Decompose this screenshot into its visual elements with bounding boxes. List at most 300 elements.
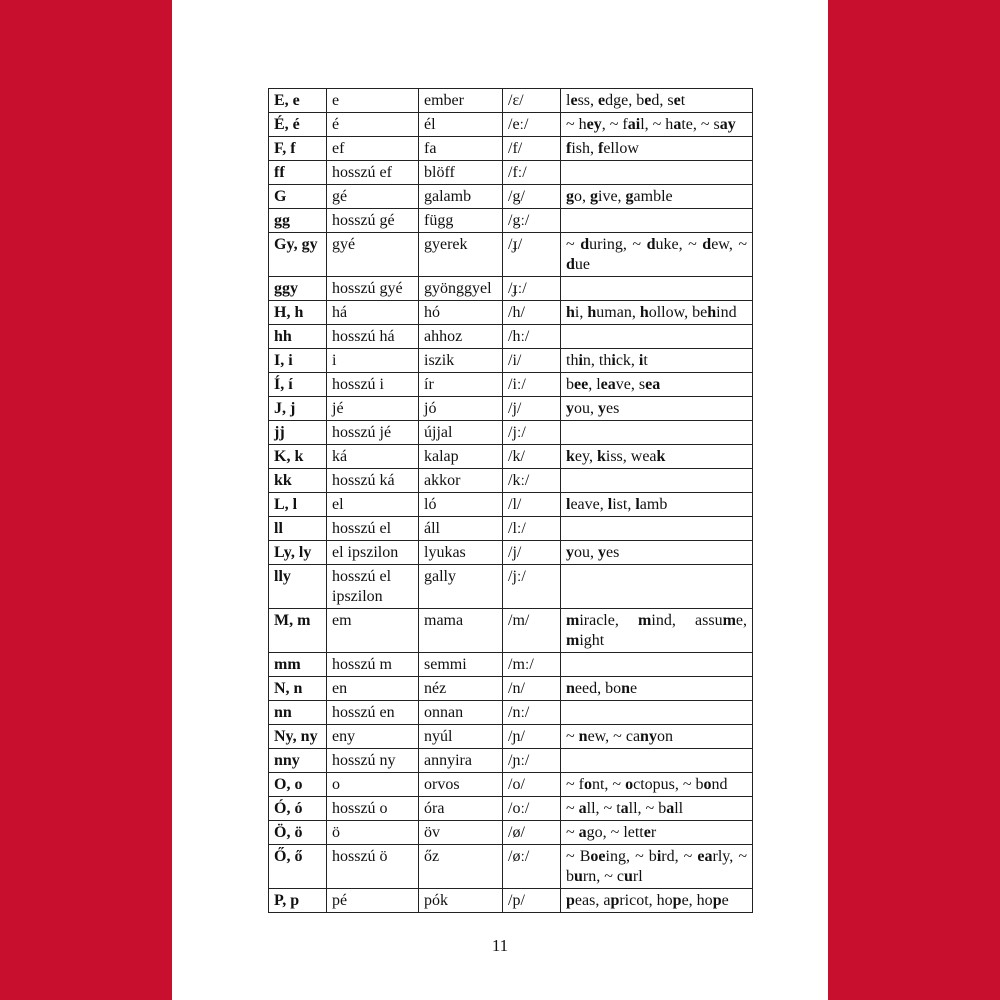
ipa-cell: /l/ (503, 493, 561, 517)
letter-cell: P, p (269, 889, 327, 913)
english-example-cell (561, 821, 753, 845)
example-text: ~ f (566, 776, 584, 793)
ipa-cell: /k/ (503, 445, 561, 469)
table-row (269, 233, 753, 277)
highlighted-sound: ea (697, 848, 713, 865)
example-text: ind, assu (651, 612, 723, 629)
highlighted-sound: g (625, 188, 634, 205)
letter-name-cell: jé (327, 397, 419, 421)
example-word-cell: gyerek (419, 233, 503, 277)
example-text: ive, (598, 188, 626, 205)
letter-cell: ggy (269, 277, 327, 301)
letter-name-cell: hosszú ny (327, 749, 419, 773)
example-word-cell: áll (419, 517, 503, 541)
example-text: ou, (574, 544, 598, 561)
book-page (172, 0, 828, 1000)
example-text: ish, (571, 140, 598, 157)
english-example-cell (561, 89, 753, 113)
highlighted-sound: a (578, 824, 587, 841)
letter-cell: K, k (269, 445, 327, 469)
ipa-cell: /ɟː/ (503, 277, 561, 301)
letter-cell: Ő, ő (269, 845, 327, 889)
ipa-cell: /o/ (503, 773, 561, 797)
table-row (269, 301, 753, 325)
letter-cell: Gy, gy (269, 233, 327, 277)
table-row (269, 889, 753, 913)
example-text: ist, (612, 496, 636, 513)
example-text: ou, (574, 400, 598, 417)
example-text: e (721, 892, 729, 909)
table-row (269, 773, 753, 797)
ipa-cell: /jː/ (503, 421, 561, 445)
example-word-cell: pók (419, 889, 503, 913)
example-text: ll, ~ b (628, 800, 667, 817)
example-word-cell: galamb (419, 185, 503, 209)
example-text: ~ (566, 236, 581, 253)
letter-cell: nny (269, 749, 327, 773)
ipa-cell: /m/ (503, 609, 561, 653)
table-row (269, 541, 753, 565)
example-text: ue (574, 256, 591, 273)
ipa-cell: /ɲː/ (503, 749, 561, 773)
letter-cell: L, l (269, 493, 327, 517)
table-row (269, 113, 753, 137)
table-row (269, 373, 753, 397)
english-example-cell (561, 889, 753, 913)
highlighted-sound: p (566, 892, 575, 909)
letter-name-cell: i (327, 349, 419, 373)
highlighted-sound: d (566, 256, 575, 273)
english-example-cell (561, 137, 753, 161)
highlighted-sound: o (703, 776, 712, 793)
highlighted-sound: m (566, 612, 580, 629)
english-example-cell (561, 113, 753, 137)
example-word-cell: akkor (419, 469, 503, 493)
example-text: go, ~ lett (586, 824, 644, 841)
example-text: rn, ~ c (582, 868, 624, 885)
example-text: e, (735, 612, 747, 629)
example-word-cell: öv (419, 821, 503, 845)
example-word-cell: orvos (419, 773, 503, 797)
highlighted-sound: f (566, 140, 572, 157)
table-row (269, 445, 753, 469)
example-text: l (566, 92, 571, 109)
letter-cell: H, h (269, 301, 327, 325)
ipa-cell: /nː/ (503, 701, 561, 725)
ipa-cell: /kː/ (503, 469, 561, 493)
english-example-cell (561, 493, 753, 517)
letter-cell: hh (269, 325, 327, 349)
english-example-cell (561, 209, 753, 233)
example-word-cell: nyúl (419, 725, 503, 749)
english-example-cell (561, 445, 753, 469)
example-text: ck, (615, 352, 639, 369)
ipa-cell: /iː/ (503, 373, 561, 397)
letter-cell: I, i (269, 349, 327, 373)
letter-cell: mm (269, 653, 327, 677)
highlighted-sound: p (712, 892, 722, 909)
page-number: 11 (491, 936, 509, 955)
ipa-cell: /j/ (503, 541, 561, 565)
highlighted-sound: e (673, 92, 681, 109)
example-text: eas, a (574, 892, 611, 909)
highlighted-sound: a (578, 800, 587, 817)
ipa-cell: /i/ (503, 349, 561, 373)
highlighted-sound: p (610, 892, 620, 909)
highlighted-sound: y (566, 544, 574, 561)
example-text: ~ (566, 800, 579, 817)
example-text: ricot, ho (619, 892, 673, 909)
table-row (269, 517, 753, 541)
table-row (269, 493, 753, 517)
example-text: ellow (603, 140, 639, 157)
table-row (269, 209, 753, 233)
example-word-cell: hó (419, 301, 503, 325)
example-word-cell: újjal (419, 421, 503, 445)
letter-name-cell: hosszú en (327, 701, 419, 725)
highlighted-sound: l (566, 496, 571, 513)
letter-name-cell: hosszú ö (327, 845, 419, 889)
letter-name-cell: hosszú gyé (327, 277, 419, 301)
example-word-cell: mama (419, 609, 503, 653)
example-text: amble (633, 188, 673, 205)
example-word-cell: őz (419, 845, 503, 889)
english-example-cell (561, 797, 753, 821)
letter-name-cell: ef (327, 137, 419, 161)
highlighted-sound: ai (627, 116, 641, 133)
highlighted-sound: y (598, 400, 606, 417)
table-row (269, 137, 753, 161)
table-row (269, 185, 753, 209)
example-text: o, (574, 188, 590, 205)
english-example-cell (561, 161, 753, 185)
highlighted-sound: ny (640, 728, 657, 745)
highlighted-sound: oe (590, 848, 606, 865)
highlighted-sound: o (625, 776, 634, 793)
highlighted-sound: o (583, 776, 592, 793)
ipa-cell: /gː/ (503, 209, 561, 233)
alphabet-table (268, 88, 753, 913)
table-row (269, 277, 753, 301)
english-example-cell (561, 725, 753, 749)
table-row (269, 749, 753, 773)
example-text: ctopus, ~ b (633, 776, 704, 793)
example-text: ing, ~ b (605, 848, 657, 865)
letter-name-cell: gyé (327, 233, 419, 277)
example-text: i, (574, 304, 588, 321)
highlighted-sound: i (638, 352, 644, 369)
highlighted-sound: m (638, 612, 652, 629)
letter-cell: ff (269, 161, 327, 185)
letter-name-cell: hosszú ef (327, 161, 419, 185)
example-text: on (656, 728, 673, 745)
ipa-cell: /g/ (503, 185, 561, 209)
letter-name-cell: el (327, 493, 419, 517)
english-example-cell (561, 677, 753, 701)
english-example-cell (561, 541, 753, 565)
ipa-cell: /f/ (503, 137, 561, 161)
table-row (269, 89, 753, 113)
letter-cell: kk (269, 469, 327, 493)
highlighted-sound: h (587, 304, 597, 321)
ipa-cell: /ɟ/ (503, 233, 561, 277)
ipa-cell: /ɛ/ (503, 89, 561, 113)
example-text: rd, ~ (661, 848, 698, 865)
english-example-cell (561, 397, 753, 421)
letter-name-cell: hosszú gé (327, 209, 419, 233)
ipa-cell: /øː/ (503, 845, 561, 889)
highlighted-sound: e (644, 92, 652, 109)
letter-cell: E, e (269, 89, 327, 113)
letter-name-cell: hosszú há (327, 325, 419, 349)
ipa-cell: /ø/ (503, 821, 561, 845)
example-text: ~ (566, 824, 579, 841)
example-text: dge, b (605, 92, 645, 109)
highlighted-sound: g (590, 188, 598, 205)
english-example-cell (561, 845, 753, 889)
example-text: eed, bo (574, 680, 622, 697)
highlighted-sound: l (607, 496, 613, 513)
example-word-cell: onnan (419, 701, 503, 725)
highlighted-sound: m (722, 612, 736, 629)
english-example-cell (561, 349, 753, 373)
english-example-cell (561, 233, 753, 277)
highlighted-sound: k (566, 448, 575, 465)
example-text: es (606, 400, 620, 417)
ipa-cell: /h/ (503, 301, 561, 325)
letter-name-cell: hosszú el ipszilon (327, 565, 419, 609)
letter-cell: Ö, ö (269, 821, 327, 845)
letter-cell: jj (269, 421, 327, 445)
english-example-cell (561, 277, 753, 301)
table-row (269, 797, 753, 821)
english-example-cell (561, 469, 753, 493)
highlighted-sound: i (611, 352, 616, 369)
example-text: , ~ f (601, 116, 628, 133)
highlighted-sound: n (621, 680, 631, 697)
example-text: iss, wea (605, 448, 657, 465)
highlighted-sound: y (598, 544, 606, 561)
letter-cell: lly (269, 565, 327, 609)
example-word-cell: blöff (419, 161, 503, 185)
left-red-band (0, 0, 172, 1000)
example-text: es (606, 544, 620, 561)
example-text: ll (674, 800, 684, 817)
example-text: e, ho (681, 892, 713, 909)
english-example-cell (561, 653, 753, 677)
ipa-cell: /mː/ (503, 653, 561, 677)
highlighted-sound: e (598, 92, 606, 109)
highlighted-sound: d (702, 236, 712, 253)
letter-cell: Í, í (269, 373, 327, 397)
english-example-cell (561, 749, 753, 773)
example-text: rl (632, 868, 643, 885)
example-text: e (630, 680, 638, 697)
letter-name-cell: e (327, 89, 419, 113)
ipa-cell: /lː/ (503, 517, 561, 541)
example-text: uke, ~ (655, 236, 703, 253)
ipa-cell: /oː/ (503, 797, 561, 821)
highlighted-sound: i (578, 352, 583, 369)
highlighted-sound: m (566, 632, 580, 649)
letter-cell: nn (269, 701, 327, 725)
letter-cell: G (269, 185, 327, 209)
table-row (269, 845, 753, 889)
ipa-cell: /ɲ/ (503, 725, 561, 749)
letter-name-cell: hosszú el (327, 517, 419, 541)
example-text: ss, (577, 92, 599, 109)
highlighted-sound: ay (719, 116, 736, 133)
example-text: ind (716, 304, 737, 321)
table-row (269, 161, 753, 185)
example-word-cell: jó (419, 397, 503, 421)
english-example-cell (561, 701, 753, 725)
example-word-cell: annyira (419, 749, 503, 773)
letter-cell: Ny, ny (269, 725, 327, 749)
letter-cell: Ly, ly (269, 541, 327, 565)
letter-name-cell: eny (327, 725, 419, 749)
highlighted-sound: e (643, 824, 651, 841)
highlighted-sound: y (566, 400, 574, 417)
ipa-cell: /eː/ (503, 113, 561, 137)
table-row (269, 469, 753, 493)
example-text: , l (588, 376, 601, 393)
letter-name-cell: em (327, 609, 419, 653)
example-text: iracle, (579, 612, 639, 629)
letter-cell: N, n (269, 677, 327, 701)
highlighted-sound: ea (645, 376, 661, 393)
letter-name-cell: ö (327, 821, 419, 845)
highlighted-sound: u (624, 868, 633, 885)
table-row (269, 609, 753, 653)
example-text: ight (579, 632, 605, 649)
example-text: ey, (574, 448, 597, 465)
letter-name-cell: hosszú ká (327, 469, 419, 493)
table-row (269, 421, 753, 445)
highlighted-sound: ey (586, 116, 602, 133)
highlighted-sound: ea (600, 376, 616, 393)
example-word-cell: néz (419, 677, 503, 701)
highlighted-sound: n (566, 680, 575, 697)
highlighted-sound: u (574, 868, 583, 885)
highlighted-sound: a (666, 800, 675, 817)
example-text: ~ B (566, 848, 591, 865)
table-row (269, 349, 753, 373)
letter-cell: F, f (269, 137, 327, 161)
highlighted-sound: a (673, 116, 682, 133)
table-row (269, 821, 753, 845)
highlighted-sound: p (672, 892, 682, 909)
ipa-cell: /n/ (503, 677, 561, 701)
highlighted-sound: d (646, 236, 656, 253)
letter-name-cell: o (327, 773, 419, 797)
table-row (269, 565, 753, 609)
example-text: nt, ~ (591, 776, 626, 793)
letter-name-cell: gé (327, 185, 419, 209)
table-row (269, 397, 753, 421)
letter-cell: ll (269, 517, 327, 541)
example-text: t (643, 352, 648, 369)
example-word-cell: semmi (419, 653, 503, 677)
highlighted-sound: h (707, 304, 717, 321)
letter-name-cell: hosszú i (327, 373, 419, 397)
ipa-cell: /p/ (503, 889, 561, 913)
highlighted-sound: i (656, 848, 662, 865)
example-text: ew, ~ (711, 236, 747, 253)
example-text: ew, ~ ca (587, 728, 641, 745)
example-word-cell: lyukas (419, 541, 503, 565)
english-example-cell (561, 773, 753, 797)
example-word-cell: ahhoz (419, 325, 503, 349)
english-example-cell (561, 421, 753, 445)
letter-cell: gg (269, 209, 327, 233)
example-text: n, th (582, 352, 612, 369)
english-example-cell (561, 185, 753, 209)
letter-cell: O, o (269, 773, 327, 797)
alphabet-table-body (269, 89, 753, 913)
letter-name-cell: el ipszilon (327, 541, 419, 565)
highlighted-sound: n (578, 728, 588, 745)
example-word-cell: függ (419, 209, 503, 233)
letter-name-cell: hosszú m (327, 653, 419, 677)
english-example-cell (561, 609, 753, 653)
example-text: ve, s (615, 376, 646, 393)
example-text: rly, ~ b (566, 848, 748, 885)
english-example-cell (561, 565, 753, 609)
highlighted-sound: h (639, 304, 649, 321)
letter-name-cell: é (327, 113, 419, 137)
letter-name-cell: há (327, 301, 419, 325)
example-word-cell: ló (419, 493, 503, 517)
table-row (269, 325, 753, 349)
example-text: ollow, be (648, 304, 708, 321)
ipa-cell: /j/ (503, 397, 561, 421)
example-text: r (650, 824, 657, 841)
english-example-cell (561, 517, 753, 541)
ipa-cell: /hː/ (503, 325, 561, 349)
example-text: d, s (651, 92, 674, 109)
highlighted-sound: ee (574, 376, 589, 393)
letter-cell: J, j (269, 397, 327, 421)
example-word-cell: óra (419, 797, 503, 821)
example-text: ~ h (566, 116, 587, 133)
english-example-cell (561, 325, 753, 349)
example-text: uman, (596, 304, 640, 321)
example-text: b (566, 376, 574, 393)
example-word-cell: ír (419, 373, 503, 397)
english-example-cell (561, 373, 753, 397)
ipa-cell: /jː/ (503, 565, 561, 609)
example-word-cell: ember (419, 89, 503, 113)
letter-name-cell: en (327, 677, 419, 701)
example-text: eave, (570, 496, 608, 513)
example-text: ll, ~ t (586, 800, 621, 817)
table-row (269, 653, 753, 677)
example-word-cell: él (419, 113, 503, 137)
table-row (269, 677, 753, 701)
right-red-band (828, 0, 1000, 1000)
example-word-cell: fa (419, 137, 503, 161)
highlighted-sound: l (635, 496, 640, 513)
example-text: te, ~ s (681, 116, 720, 133)
highlighted-sound: g (566, 188, 574, 205)
letter-cell: É, é (269, 113, 327, 137)
example-text: th (566, 352, 579, 369)
highlighted-sound: a (620, 800, 629, 817)
highlighted-sound: d (580, 236, 590, 253)
example-text: l, ~ h (640, 116, 674, 133)
table-row (269, 701, 753, 725)
